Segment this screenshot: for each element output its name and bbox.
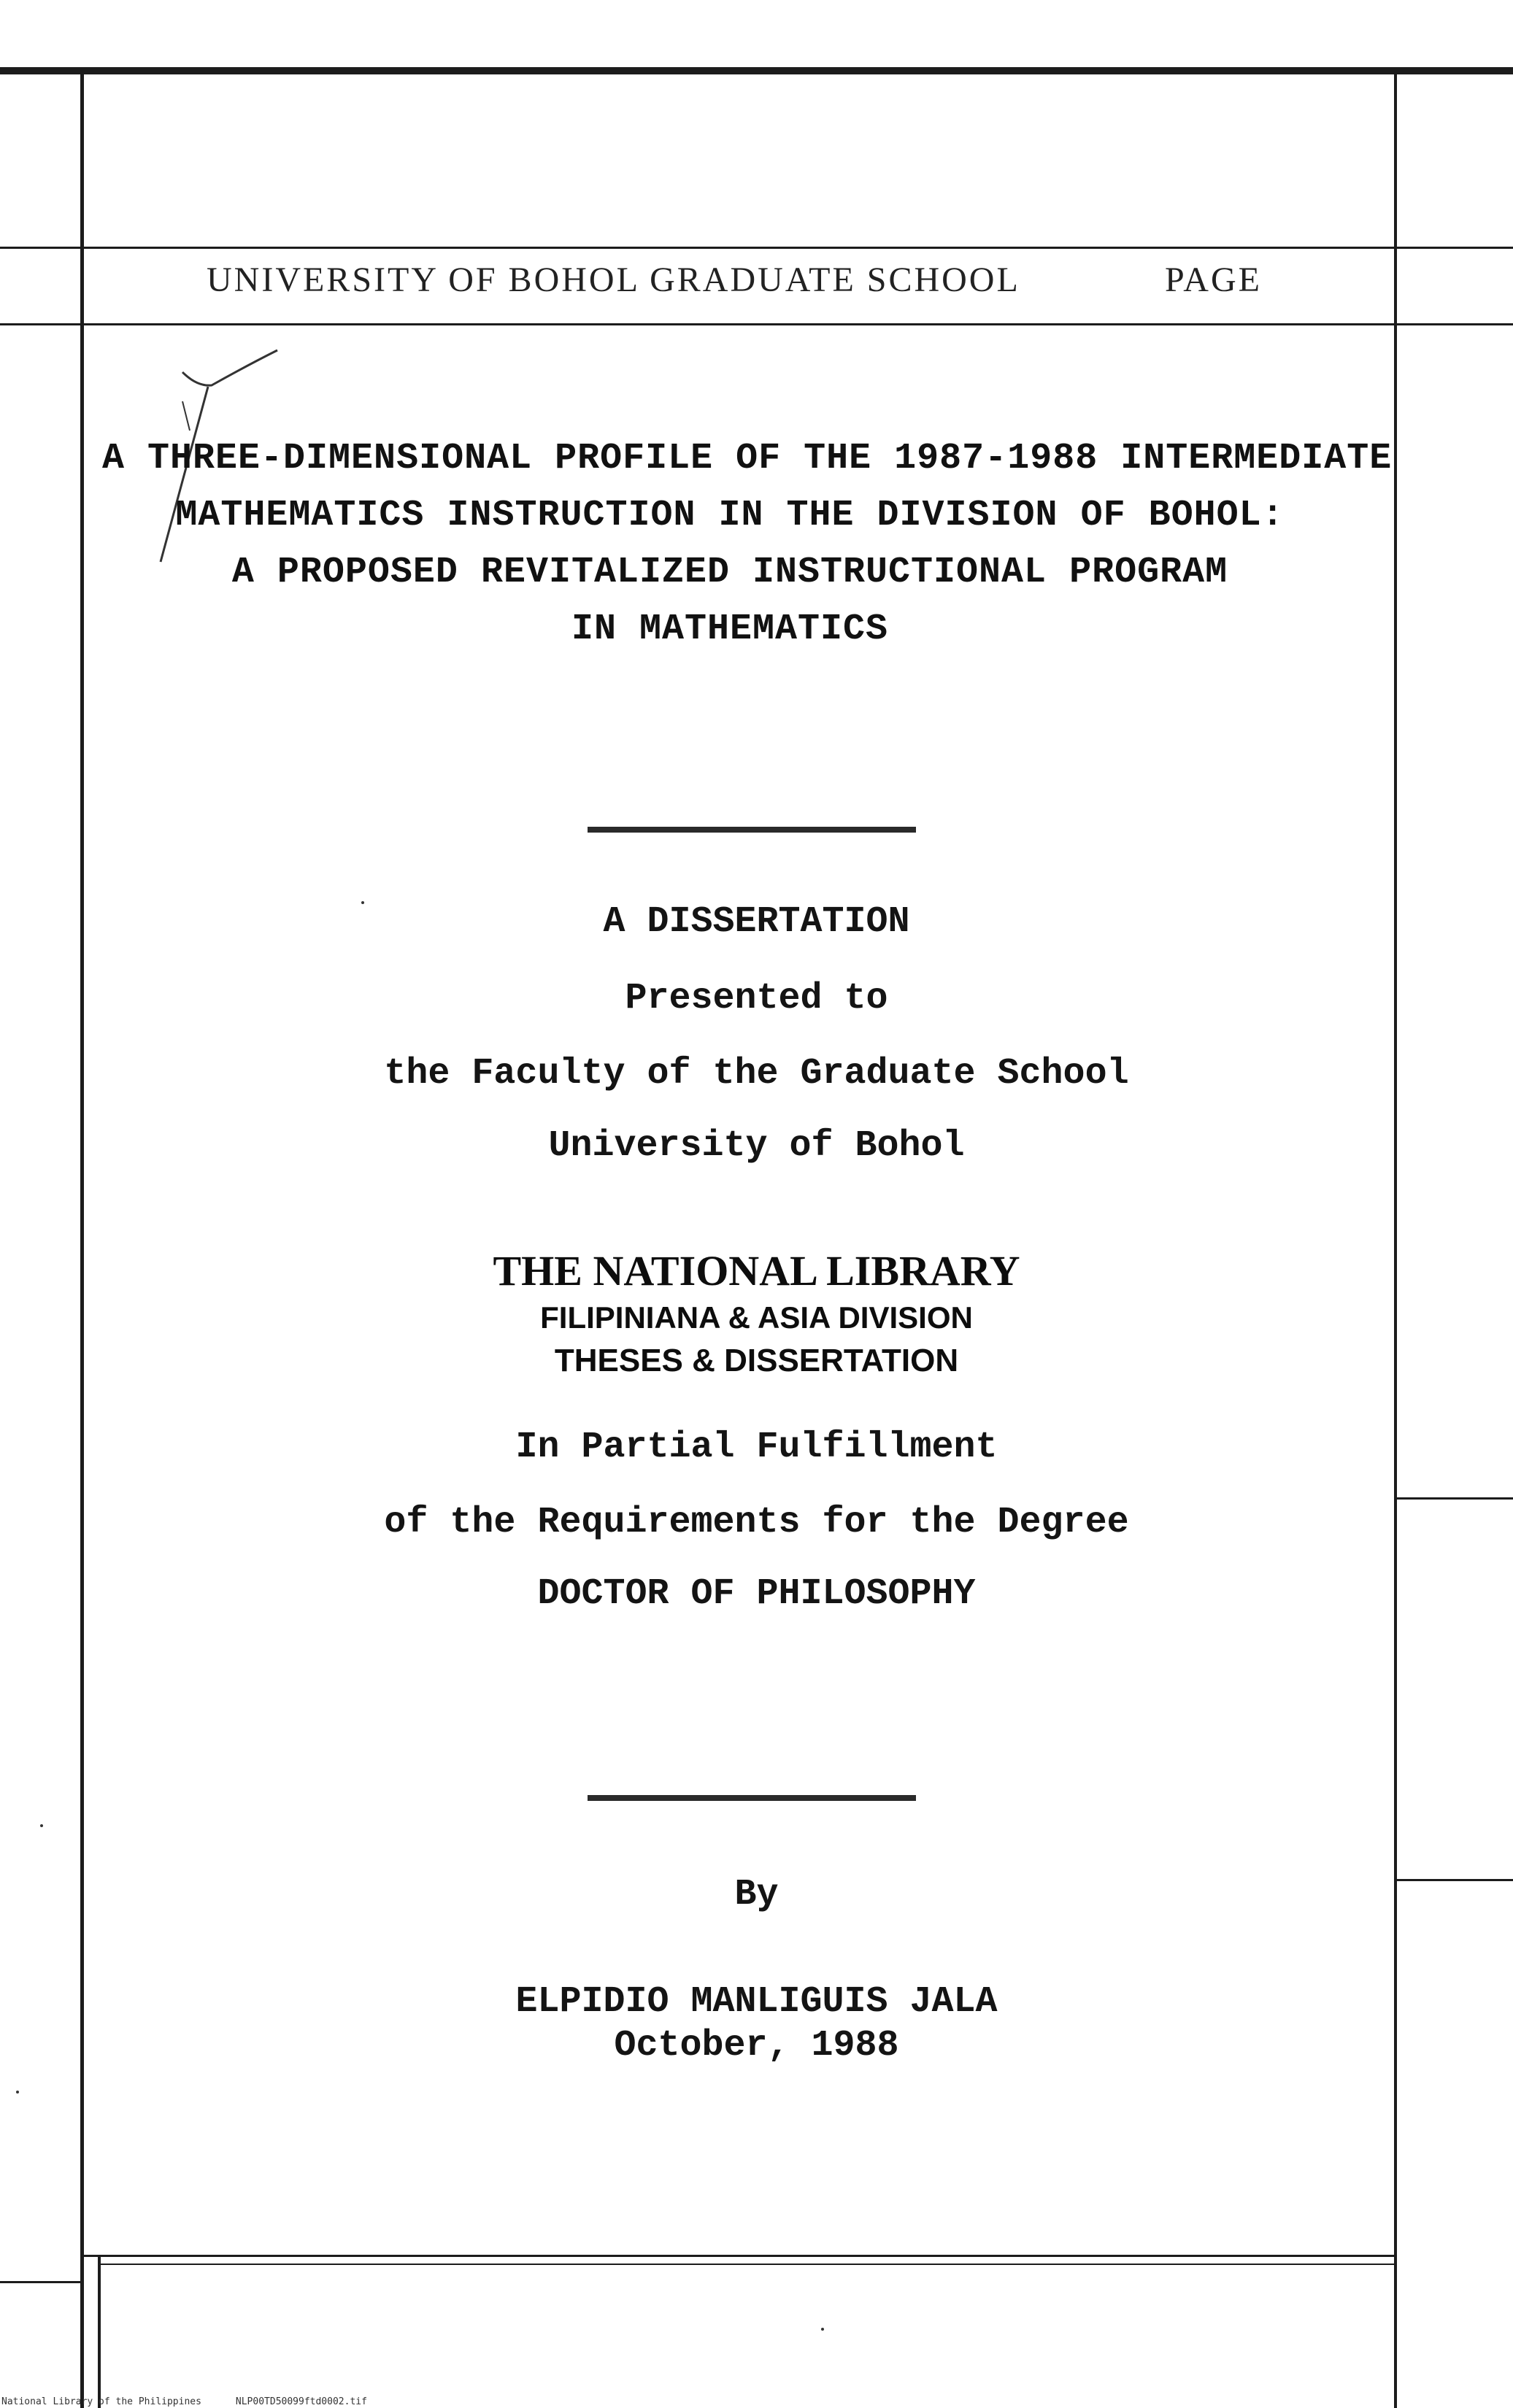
scan-speck	[361, 901, 364, 904]
bottom-frame-rule	[80, 2255, 1397, 2257]
title-line-3: A PROPOSED REVITALIZED INSTRUCTIONAL PROGRAM	[231, 552, 1228, 593]
author-name: ELPIDIO MANLIGUIS JALA	[515, 1981, 998, 2023]
top-border-rule	[0, 67, 1513, 74]
right-margin-mark-1	[1397, 1497, 1513, 1500]
scan-speck	[821, 2328, 824, 2331]
presented-to: Presented to	[625, 978, 888, 1019]
scan-footer	[1, 2396, 367, 2407]
header-page-label: PAGE	[1165, 261, 1262, 299]
fulfillment-line: In Partial Fulfillment	[515, 1427, 998, 1468]
header-bottom-rule	[0, 323, 1513, 325]
degree-line: DOCTOR OF PHILOSOPHY	[537, 1573, 976, 1615]
title-separator	[588, 827, 916, 833]
library-stamp-line-3: THESES & DISSERTATION	[554, 1343, 959, 1378]
author-separator	[588, 1795, 916, 1801]
requirements-line: of the Requirements for the Degree	[384, 1502, 1129, 1543]
by-label: By	[734, 1874, 779, 1915]
footer-file: NLP00TD50099ftd0002.tif	[235, 2396, 367, 2407]
scan-speck	[40, 1824, 43, 1827]
thesis-title	[102, 431, 1393, 658]
faculty-line: the Faculty of the Graduate School	[384, 1053, 1129, 1095]
left-margin-mark	[0, 2281, 80, 2283]
header-top-rule	[0, 247, 1513, 249]
title-line-4: IN MATHEMATICS	[571, 609, 889, 650]
header-school: UNIVERSITY OF BOHOL GRADUATE SCHOOL	[207, 261, 1020, 299]
submission-date: October, 1988	[614, 2025, 899, 2067]
library-stamp-line-2: FILIPINIANA & ASIA DIVISION	[540, 1300, 973, 1335]
title-line-1: A THREE-DIMENSIONAL PROFILE OF THE 1987-1988 INTERMEDIATE	[102, 438, 1393, 479]
university-line: University of Bohol	[548, 1125, 965, 1167]
library-stamp-line-1: THE NATIONAL LIBRARY	[493, 1247, 1020, 1294]
content-right-edge-rule	[1394, 323, 1513, 325]
dissertation-label: A DISSERTATION	[603, 901, 910, 943]
title-line-2: MATHEMATICS INSTRUCTION IN THE DIVISION OF BOHOL:	[175, 495, 1285, 536]
bottom-frame-rule-2	[101, 2264, 1397, 2265]
scan-speck	[16, 2091, 19, 2094]
footer-source: National Library of the Philippines	[1, 2396, 201, 2407]
left-inner-vertical-rule	[98, 2255, 101, 2408]
